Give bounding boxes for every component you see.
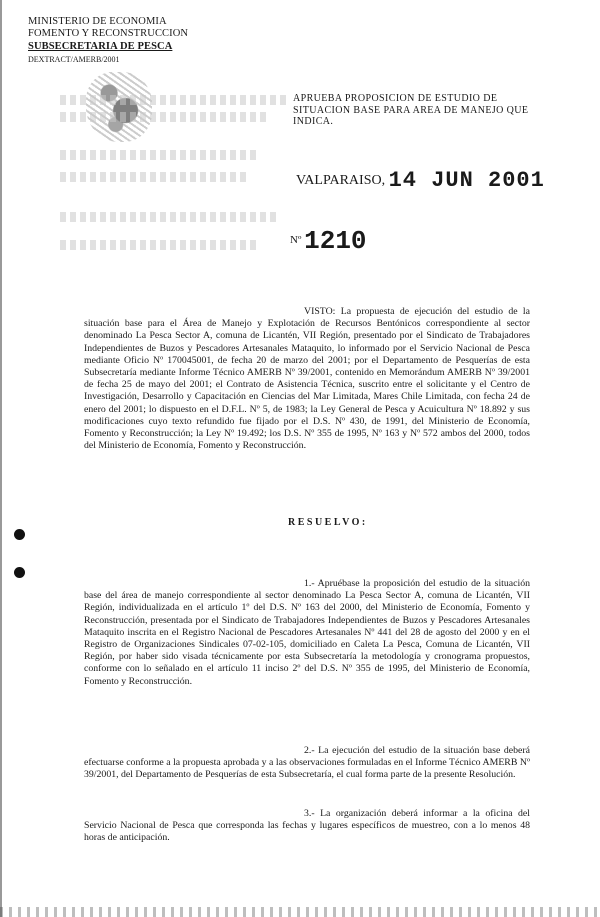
visto-text: La propuesta de ejecución del estudio de la situación base para el Área de Manejo y Explotación de Recursos Bentónicos correspondiente al sector denominado La Pesca Sector A, comuna de Licantén, VII Región, presentado por el Sindicato de Trabajadores Independientes de Buzos y Pescadores Artesanales Mataquito, lo informado por el Servicio Nacional de Pesca mediante Oficio Nº 170045001, de fecha 20 de marzo del 2001; por el Departamento de Pesquerías de esta Subsecretaría mediante Informe Técnico AMERB Nº 39/2001, contenido en Memorándum AMERB Nº 39/2001 de fecha 25 de mayo del 2001; el Contrato de Asistencia Técnica, suscrito entre el solicitante y el Centro de Investigación, Desarrollo y Capacitación en Ciencias del Mar Limitada, Mares Chile Limitada, con fecha 24 de enero del 2001; lo dispuesto en el D.F.L. Nº 5, de 1983; la Ley General de Pesca y Acuicultura Nº 18.892 y sus modificaciones cuyo texto refundido fue fijado por el D.S. Nº 430, de 1991, del Ministerio de Economía, Fomento y Reconstrucción; la Ley Nº 19.492; los D.S. Nº 355 de 1995, Nº 163 y Nº 572 ambos del 2000, todos del Ministerio de Economía, Fomento y Reconstrucción. (84, 306, 530, 452)
item-3-text: Servicio Nacional de Pesca que corresponda las fechas y lugares específicos de muestreo, con a lo menos 48 horas de anticipación. (84, 820, 530, 844)
header-file-code: DEXTRACT/AMERB/2001 (28, 55, 120, 64)
bleed-through-text (60, 240, 260, 250)
item-2-lead: 2.- La ejecución del estudio de la situación base (304, 745, 501, 756)
item-2-text: deberá efectuarse conforme a la propuesta aprobada y a las observaciones formuladas en el Informe Técnico AMERB Nº 39/2001, del Departamento de Pesquerías de esta Subsecretaría, el cual forma parte de la presente Resolución. (84, 745, 530, 781)
bleed-through-text (60, 150, 260, 160)
date-city: VALPARAISO, (296, 173, 386, 188)
visto-lead: VISTO: (304, 306, 336, 317)
resolution-number (290, 226, 367, 256)
header-ministry: MINISTERIO DE ECONOMIA (28, 16, 167, 27)
bleed-through-text (60, 172, 250, 182)
bleed-through-text (60, 95, 290, 105)
header-ministry-cont: FOMENTO Y RECONSTRUCCION (28, 28, 189, 39)
resolution-prefix: Nº (290, 234, 302, 246)
scan-edge-bottom (0, 907, 600, 917)
item-1-text: situación base del área de manejo correspondiente al sector denominado La Pesca Sector A, comuna de Licantén, VII Región, individualizada en el artículo 1º del D.S. Nº 163 del 2000, del Ministerio de Economía, Fomento y Reconstrucción, presentada por el Sindicato de Trabajadores Independientes de Buzos y Pescadores Artesanales Mataquito inscrita en el Registro Nacional de Pescadores Artesanales Nº 441 del 28 de agosto del 2000 y en el Registro de Organizaciones Sindicales 07-02-105, domiciliado en Caleta La Pesca, Comuna de Licantén, VII Región, por haber sido visada técnicamente por esta Subsecretaría la metodología y cronograma propuestos, conforme con lo señalado en el artículo 11 inciso 2º del D.S. Nº 355 de 1995, del Ministerio de Economía, Fomento y Reconstrucción. (84, 578, 530, 687)
header-subsecretaria: SUBSECRETARIA DE PESCA (28, 41, 173, 52)
resolution-item-3 (84, 808, 530, 845)
official-seal-stamp (86, 72, 152, 142)
item-3-lead: 3.- La organización deberá informar a la oficina del (304, 808, 530, 819)
document-reference: APRUEBA PROPOSICION DE ESTUDIO DE SITUACION BASE PARA AREA DE MANEJO QUE INDICA. (293, 93, 529, 127)
punch-hole (14, 529, 25, 540)
date-stamp: 14 JUN 2001 (388, 168, 545, 193)
date-line (296, 168, 545, 193)
item-1-lead: 1.- Apruébase la proposición del estudio de la (304, 578, 492, 589)
resuelvo-heading: RESUELVO: (288, 517, 368, 528)
resolution-item-2 (84, 745, 530, 782)
punch-hole (14, 567, 25, 578)
resolution-number-value: 1210 (304, 226, 367, 256)
resolution-item-1 (84, 578, 530, 688)
bleed-through-text (60, 112, 270, 122)
bleed-through-text (60, 212, 280, 222)
scan-edge-left (0, 0, 2, 917)
visto-paragraph (84, 306, 530, 452)
